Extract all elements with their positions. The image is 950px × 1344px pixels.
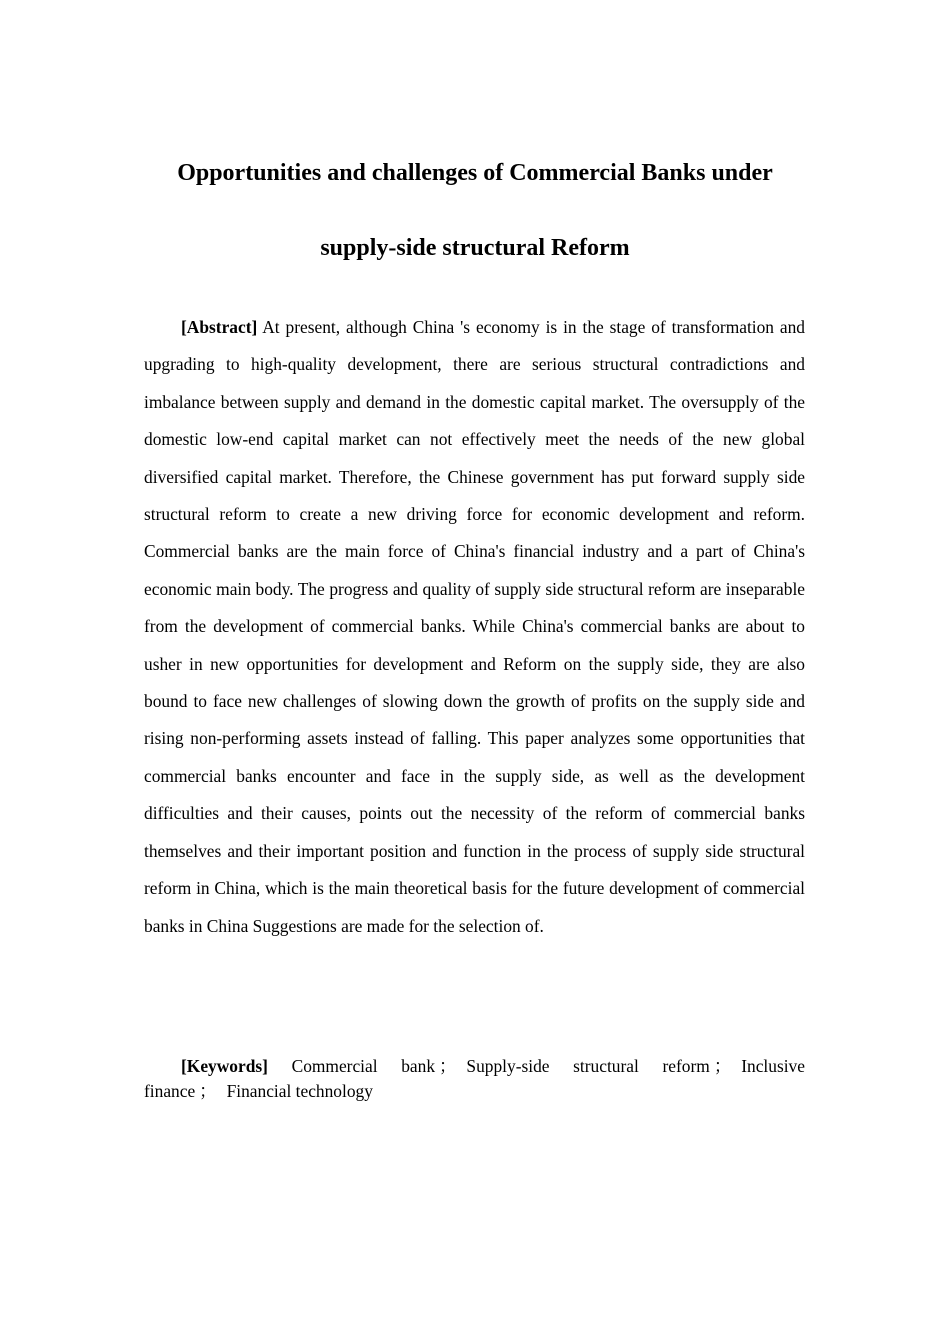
- paper-title-line-2: supply-side structural Reform: [320, 235, 630, 261]
- abstract-text: At present, although China 's economy is in the stage of transformation and upgrading to high-quality development, there are serious structural contradictions and imbalance between supply and demand in the domestic capital market. The oversupply of the domestic low-end capital market can not effectively meet the needs of the new global diversified capital market. Therefore, the Chinese government has put forward supply side structural reform to create a new driving force for economic development and reform. Commercial banks are the main force of China's financial industry and a part of China's economic main body. The progress and quality of supply side structural reform are inseparable from the development of commercial banks. While China's commercial banks are about to usher in new opportunities for development and Reform on the supply side, they are also bound to face new challenges of slowing down the growth of profits on the supply side and rising non-performing assets instead of falling. This paper analyzes some opportunities that commercial banks encounter and face in the supply side, as well as the development difficulties and their causes, points out the necessity of the reform of commercial banks themselves and their important position and function in the process of supply side structural reform in China, which is the main theoretical basis for the future development of commercial banks in China Suggestions are made for the selection of.: [144, 317, 805, 936]
- keywords-paragraph: [144, 1054, 805, 1104]
- paper-title-line-1: Opportunities and challenges of Commercial Banks under: [177, 160, 773, 186]
- keyword-separator: ；: [439, 1056, 457, 1076]
- keyword-separator: ；: [199, 1081, 217, 1101]
- abstract-label: [Abstract]: [181, 317, 258, 337]
- keyword-item: Inclusive finance: [144, 1056, 805, 1101]
- abstract-paragraph: [144, 309, 805, 945]
- keyword-item: Supply-side structural reform: [466, 1056, 710, 1076]
- keyword-separator: ；: [713, 1056, 732, 1076]
- keyword-item: Commercial bank: [291, 1056, 436, 1076]
- keywords-label: [Keywords]: [181, 1056, 268, 1076]
- keyword-item: Financial technology: [226, 1081, 373, 1101]
